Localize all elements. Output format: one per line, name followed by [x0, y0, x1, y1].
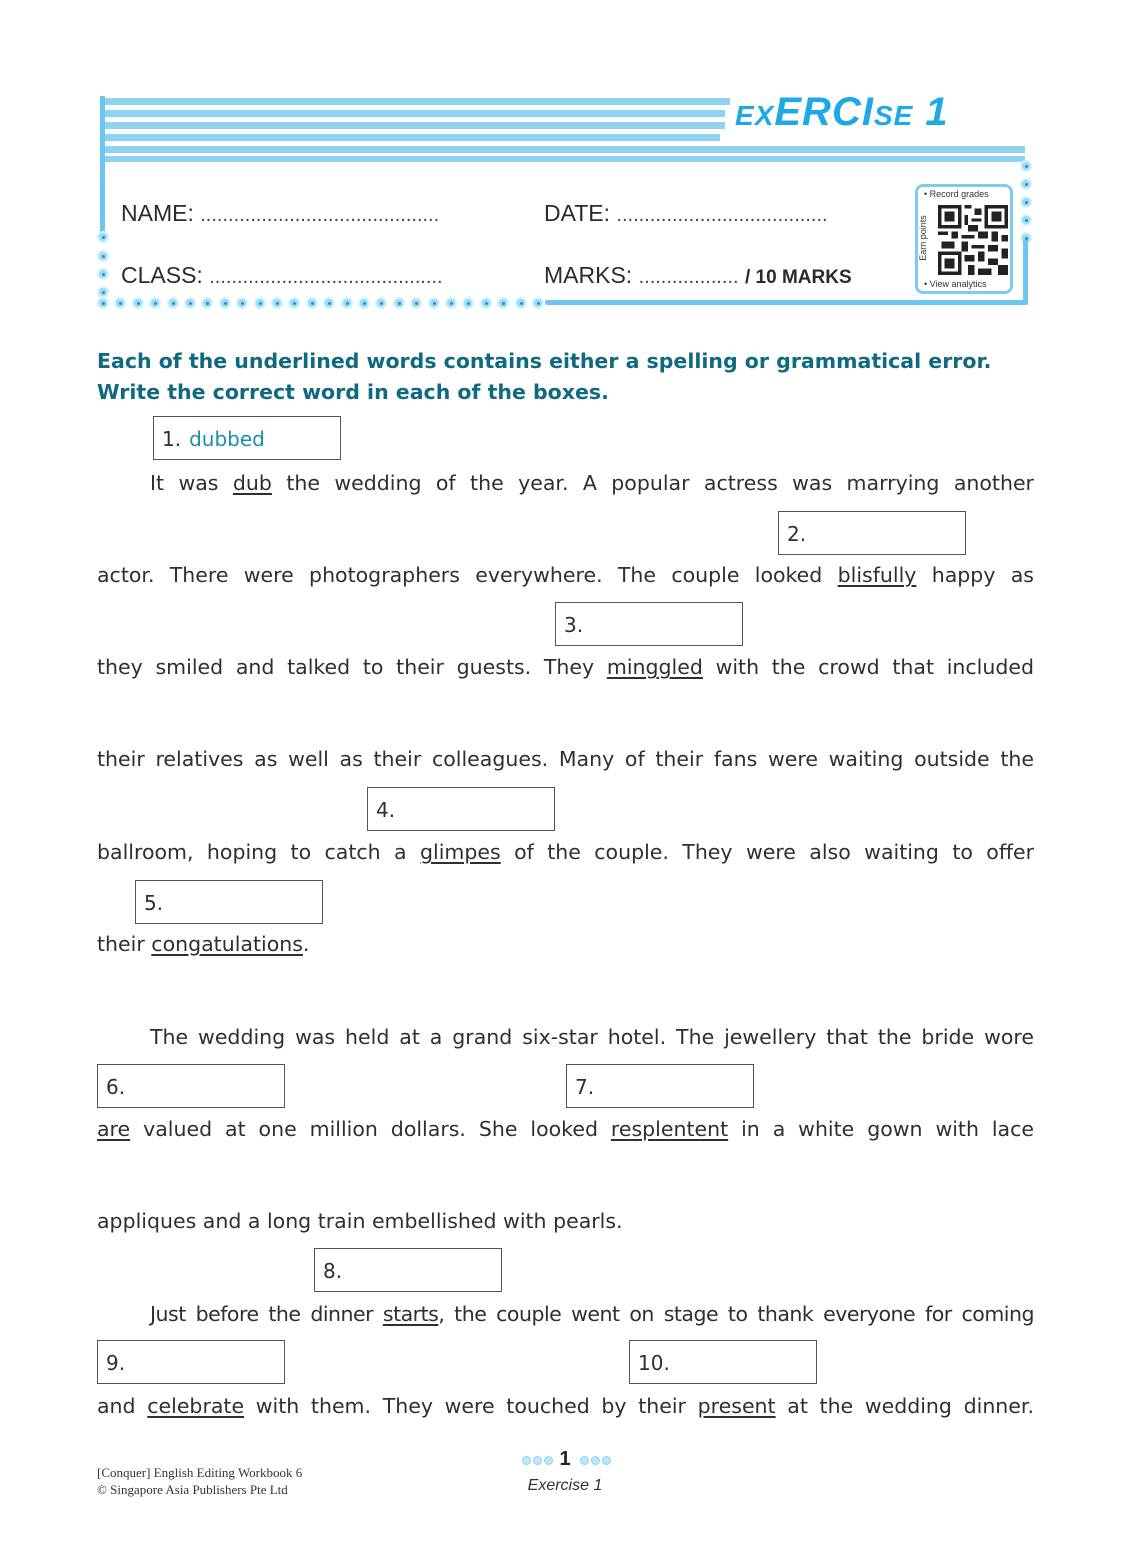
date-field[interactable]: DATE: ......................................	[544, 200, 828, 226]
banner-stripe	[100, 98, 730, 105]
answer-box-5[interactable]: 5.	[135, 880, 323, 924]
underlined-error-3: minggled	[606, 655, 703, 679]
banner-stripe	[100, 110, 725, 117]
underlined-error-5: congatulations	[151, 932, 303, 956]
passage-line-7: The wedding was held at a grand six-star hotel. The jewellery that the bride wore	[150, 1025, 1034, 1049]
underlined-error-9: celebrate	[147, 1394, 245, 1418]
passage-line-11: and celebrate with them. They were touched by their present at the wedding dinner.	[97, 1394, 1034, 1418]
answer-box-6[interactable]: 6.	[97, 1064, 285, 1108]
class-field[interactable]: CLASS: ..........................................	[121, 262, 443, 288]
passage-line-2: actor. There were photographers everywhere. The couple looked blisfully happy as	[97, 563, 1034, 587]
banner-stripe	[100, 134, 720, 141]
answer-box-9[interactable]: 9.	[97, 1340, 285, 1384]
qr-panel[interactable]: • Record grades Earn points • View analytics	[915, 184, 1013, 294]
qr-code-icon	[938, 203, 1008, 277]
marks-field[interactable]: MARKS: .................. / 10 MARKS	[544, 262, 852, 288]
banner-stripe	[100, 122, 725, 129]
exercise-title: EXERCISE 1	[735, 90, 949, 134]
underlined-error-10: present	[697, 1394, 776, 1418]
page-label: Exercise 1	[527, 1477, 603, 1494]
page-dots-right-icon	[580, 1456, 611, 1466]
answer-box-3[interactable]: 3.	[555, 602, 743, 646]
answer-box-8[interactable]: 8.	[314, 1248, 502, 1292]
passage-line-4: their relatives as well as their colleagues. Many of their fans were waiting outside the	[97, 747, 1034, 771]
instructions: Each of the underlined words contains either a spelling or grammatical error. Write the correct word in each of the boxes.	[97, 349, 992, 404]
underlined-error-4: glimpes	[420, 840, 501, 864]
name-field[interactable]: NAME: ...........................................	[121, 200, 440, 226]
passage-line-9: appliques and a long train embellished with pearls.	[97, 1209, 623, 1233]
answer-box-10[interactable]: 10.	[629, 1340, 817, 1384]
passage-line-8: are valued at one million dollars. She looked resplentent in a white gown with lace	[97, 1117, 1034, 1141]
answer-box-4[interactable]: 4.	[367, 787, 555, 831]
answer-box-1[interactable]: 1. dubbed	[153, 416, 341, 460]
answer-box-2[interactable]: 2.	[778, 511, 966, 555]
answer-text: dubbed	[189, 427, 265, 451]
passage-line-5: ballroom, hoping to catch a glimpes of the couple. They were also waiting to offer	[97, 840, 1035, 864]
frame-bottom-rule	[545, 300, 1028, 305]
banner-stripe	[100, 146, 1025, 153]
answer-box-7[interactable]: 7.	[566, 1064, 754, 1108]
frame-left-rule	[100, 96, 105, 236]
underlined-error-1: dub	[232, 471, 272, 495]
banner-stripe	[100, 156, 1025, 162]
footer-publisher: [Conquer] English Editing Workbook 6 © Singapore Asia Publishers Pte Ltd	[97, 1465, 303, 1497]
frame-right-rule	[1023, 240, 1028, 304]
passage-line-10: Just before the dinner starts, the couple went on stage to thank everyone for coming	[150, 1302, 1034, 1326]
underlined-error-2: blisfully	[837, 563, 917, 587]
passage-line-6: their congatulations.	[97, 932, 310, 956]
underlined-error-7: resplentent	[610, 1117, 729, 1141]
page-number: 1	[559, 1448, 571, 1470]
passage-line-3: they smiled and talked to their guests. They minggled with the crowd that included	[97, 655, 1034, 679]
underlined-error-8: starts	[382, 1302, 439, 1326]
passage-line-1: It was dub the wedding of the year. A popular actress was marrying another	[150, 471, 1034, 495]
underlined-error-6: are	[97, 1117, 131, 1141]
